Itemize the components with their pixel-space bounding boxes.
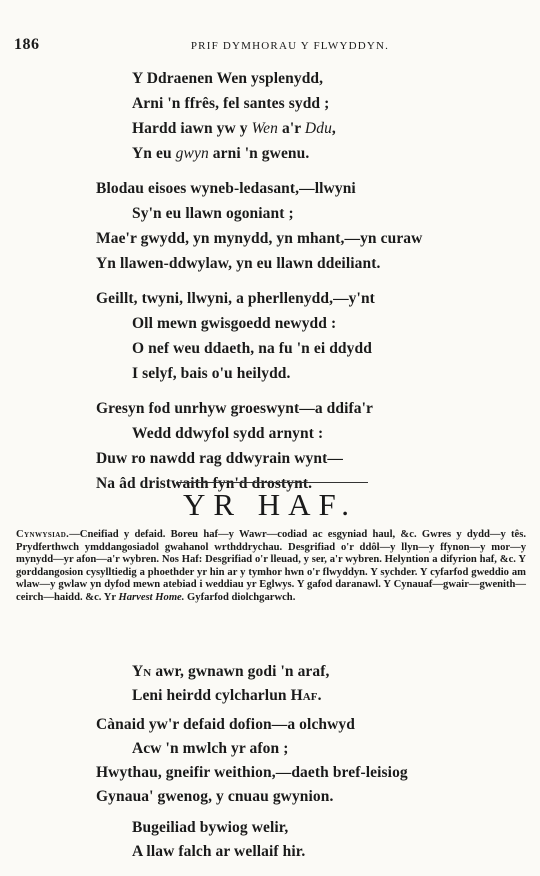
- synopsis-tail: Gyfarfod diolchgarwch.: [184, 591, 296, 603]
- poem-line: O nef weu ddaeth, na fu 'n ei ddydd: [132, 340, 372, 357]
- synopsis-body: —Cneifiad y defaid. Boreu haf—y Wawr—codiad ac esgyniad haul, &c. Gwres y dydd—y tês. Prydferthwch ymddangosiadol gwahanol wrthddrychau. Desgrifiad o'r ddôl—y llyn—y ffynon—y mor—y mynydd—yr afon—a'r wybren. Nos Haf: Desgrifiad o'r lleuad, y ser, a'r wybren. Helyntion a difyrion haf, &c. Y gorddangosion cysylltiedig a phoethder yr hin ar y tymhor hwn o'r flwyddyn. Y sychder. Y cyfarfod gweddio am wlaw—y gwlaw yn dyfod mewn atebiad i weddiau yr Eglwys. Y gafod daranawl. Y Cynauaf—gwair—gwenith—ceirch—haidd. &c. Yr: [16, 529, 526, 603]
- poem-line: Y Ddraenen Wen ysplenydd,: [132, 70, 324, 87]
- poem-line: Hardd iawn yw y Wen a'r Ddu,: [132, 120, 336, 137]
- page-number: 186: [14, 36, 40, 53]
- poem-line: Yn llawen-ddwylaw, yn eu llawn ddeiliant.: [96, 255, 381, 272]
- poem-line: Gresyn fod unrhyw groeswynt—a ddifa'r: [96, 400, 373, 417]
- poem-line: Arni 'n ffrês, fel santes sydd ;: [132, 95, 330, 112]
- synopsis-lead: Cynwysiad.: [16, 529, 70, 540]
- poem-line: Geillt, twyni, llwyni, a pherllenydd,—y'nt: [96, 290, 375, 307]
- poem-line: Duw ro nawdd rag ddwyrain wynt—: [96, 450, 343, 467]
- poem-line: Blodau eisoes wyneb-ledasant,—llwyni: [96, 180, 356, 197]
- poem-line: Oll mewn gwisgoedd newydd :: [132, 315, 337, 332]
- poem-line: Bugeiliad bywiog welir,: [132, 819, 289, 836]
- poem-line: Sy'n eu llawn ogoniant ;: [132, 205, 294, 222]
- poem-line: Hwythau, gneifir weithion,—daeth bref-leisiog: [96, 764, 408, 781]
- section-title: YR HAF.: [182, 487, 358, 522]
- synopsis: [16, 529, 526, 605]
- poem-line: A llaw falch ar wellaif hir.: [132, 843, 306, 860]
- synopsis-italic: Harvest Home.: [118, 591, 185, 603]
- poem-line: Yn eu gwyn arni 'n gwenu.: [132, 145, 310, 162]
- poem-line: Yn awr, gwnawn godi 'n araf,: [132, 663, 330, 680]
- poem-line: Wedd ddwyfol sydd arnynt :: [132, 425, 324, 442]
- small-caps-word: Yn: [132, 663, 152, 680]
- poem-line: I selyf, bais o'u heilydd.: [132, 365, 291, 382]
- poem-line: Cànaid yw'r defaid dofion—a olchwyd: [96, 716, 356, 733]
- section-rule: [176, 482, 368, 483]
- poem-line: Acw 'n mwlch yr afon ;: [132, 740, 289, 757]
- poem-line: Na âd dristwaith fyn'd drostynt.: [96, 475, 313, 492]
- italic-word: Ddu: [304, 120, 332, 137]
- poem-line: Gynaua' gwenog, y cnuau gwynion.: [96, 788, 334, 805]
- poem-line: Mae'r gwydd, yn mynydd, yn mhant,—yn curaw: [96, 230, 423, 247]
- poem-line: Leni heirdd cylcharlun Haf.: [132, 687, 322, 704]
- running-head: PRIF DYMHORAU Y FLWYDDYN.: [190, 40, 390, 52]
- italic-word: Wen: [251, 120, 279, 137]
- small-caps-word: Haf: [290, 687, 318, 704]
- italic-word: gwyn: [175, 145, 209, 162]
